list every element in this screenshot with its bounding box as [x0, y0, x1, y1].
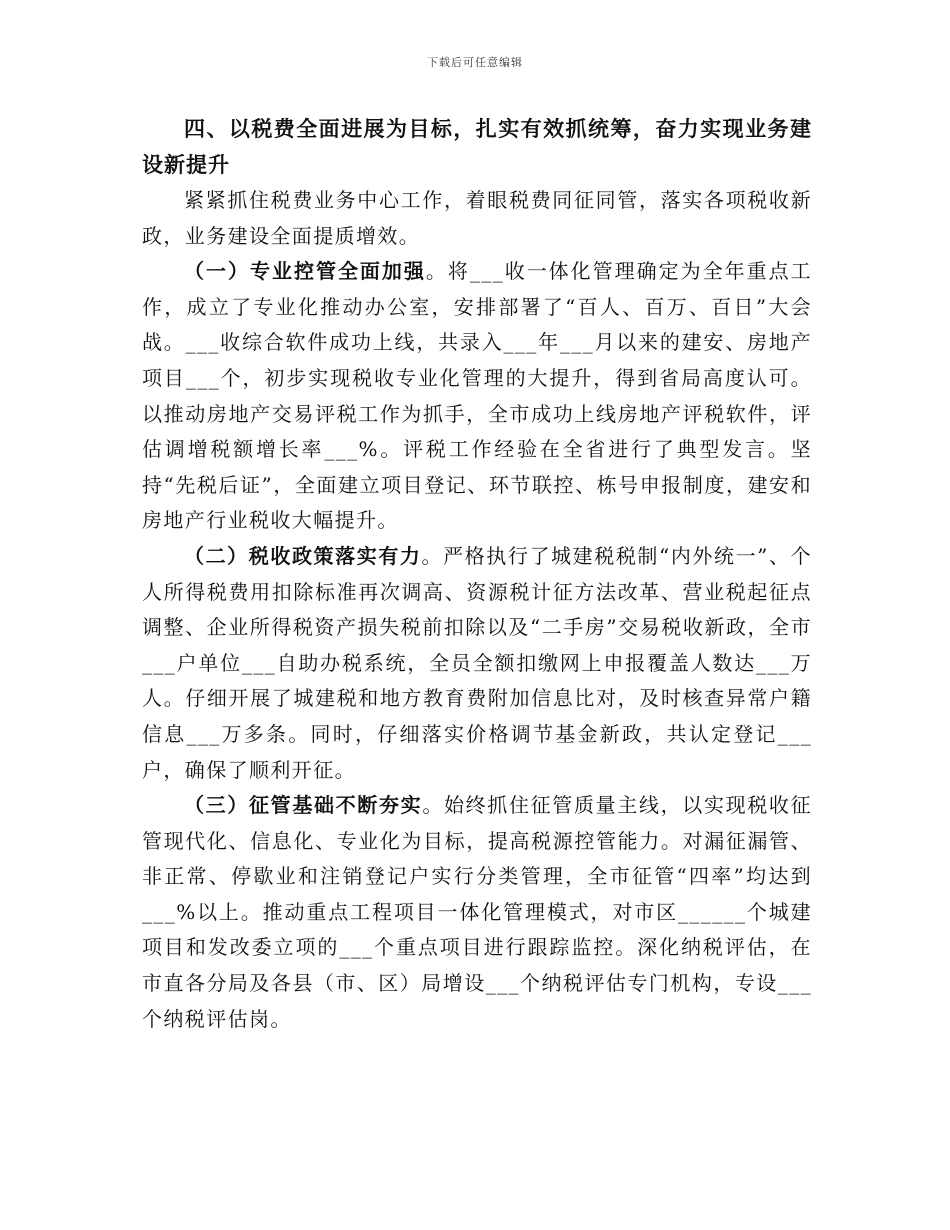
- paragraph-text: 。将___收一体化管理确定为全年重点工作，成立了专业化推动办公室，安排部署了“百人、百万、百日”大会战。___收综合软件成功上线，共录入___年___月以来的建安、房地产项目___个，初步实现税收专业化管理的大提升，得到省局高度认可。以推动房地产交易评税工作为抓手，全市成功上线房地产评税软件，评估调增税额增长率___%。评税工作经验在全省进行了典型发言。坚持“先税后证”，全面建立项目登记、环节联控、栋号申报制度，建安和房地产行业税收大幅提升。: [142, 259, 812, 533]
- paragraph-lead: （三）征管基础不断夯实: [184, 793, 423, 818]
- section-heading: 四、以税费全面进展为目标，扎实有效抓统筹，奋力实现业务建设新提升: [142, 116, 812, 177]
- paragraph-collection-basis: [142, 788, 812, 1037]
- paragraph-professional-control: [142, 254, 812, 539]
- paragraph-lead: （二）税收政策落实有力: [184, 543, 422, 568]
- paragraph-tax-policy: [142, 539, 812, 788]
- paragraph-text: 。始终抓住征管质量主线，以实现税收征管现代化、信息化、专业化为目标，提高税源控管能力。对漏征漏管、非正常、停歇业和注销登记户实行分类管理，全市征管“四率”均达到___%以上。推动重点工程项目一体化管理模式，对市区______个城建项目和发改委立项的___个重点项目进行跟踪监控。深化纳税评估，在市直各分局及各县（市、区）局增设___个纳税评估专门机构，专设___个纳税评估岗。: [142, 793, 812, 1031]
- paragraph-lead: （一）专业控管全面加强: [184, 259, 426, 284]
- header-note: 下载后可任意编辑: [427, 56, 523, 69]
- document-body: [142, 111, 812, 1037]
- intro-paragraph: 紧紧抓住税费业务中心工作，着眼税费同征同管，落实各项税收新政，业务建设全面提质增效。: [142, 188, 812, 248]
- paragraph-text: 。严格执行了城建税税制“内外统一”、个人所得税费用扣除标准再次调高、资源税计征方法改革、营业税起征点调整、企业所得税资产损失税前扣除以及“二手房”交易税收新政，全市___户单位___自助办税系统，全员全额扣缴网上申报覆盖人数达___万人。仔细开展了城建税和地方教育费附加信息比对，及时核查异常户籍信息___万多条。同时，仔细落实价格调节基金新政，共认定登记___户，确保了顺利开征。: [142, 543, 812, 782]
